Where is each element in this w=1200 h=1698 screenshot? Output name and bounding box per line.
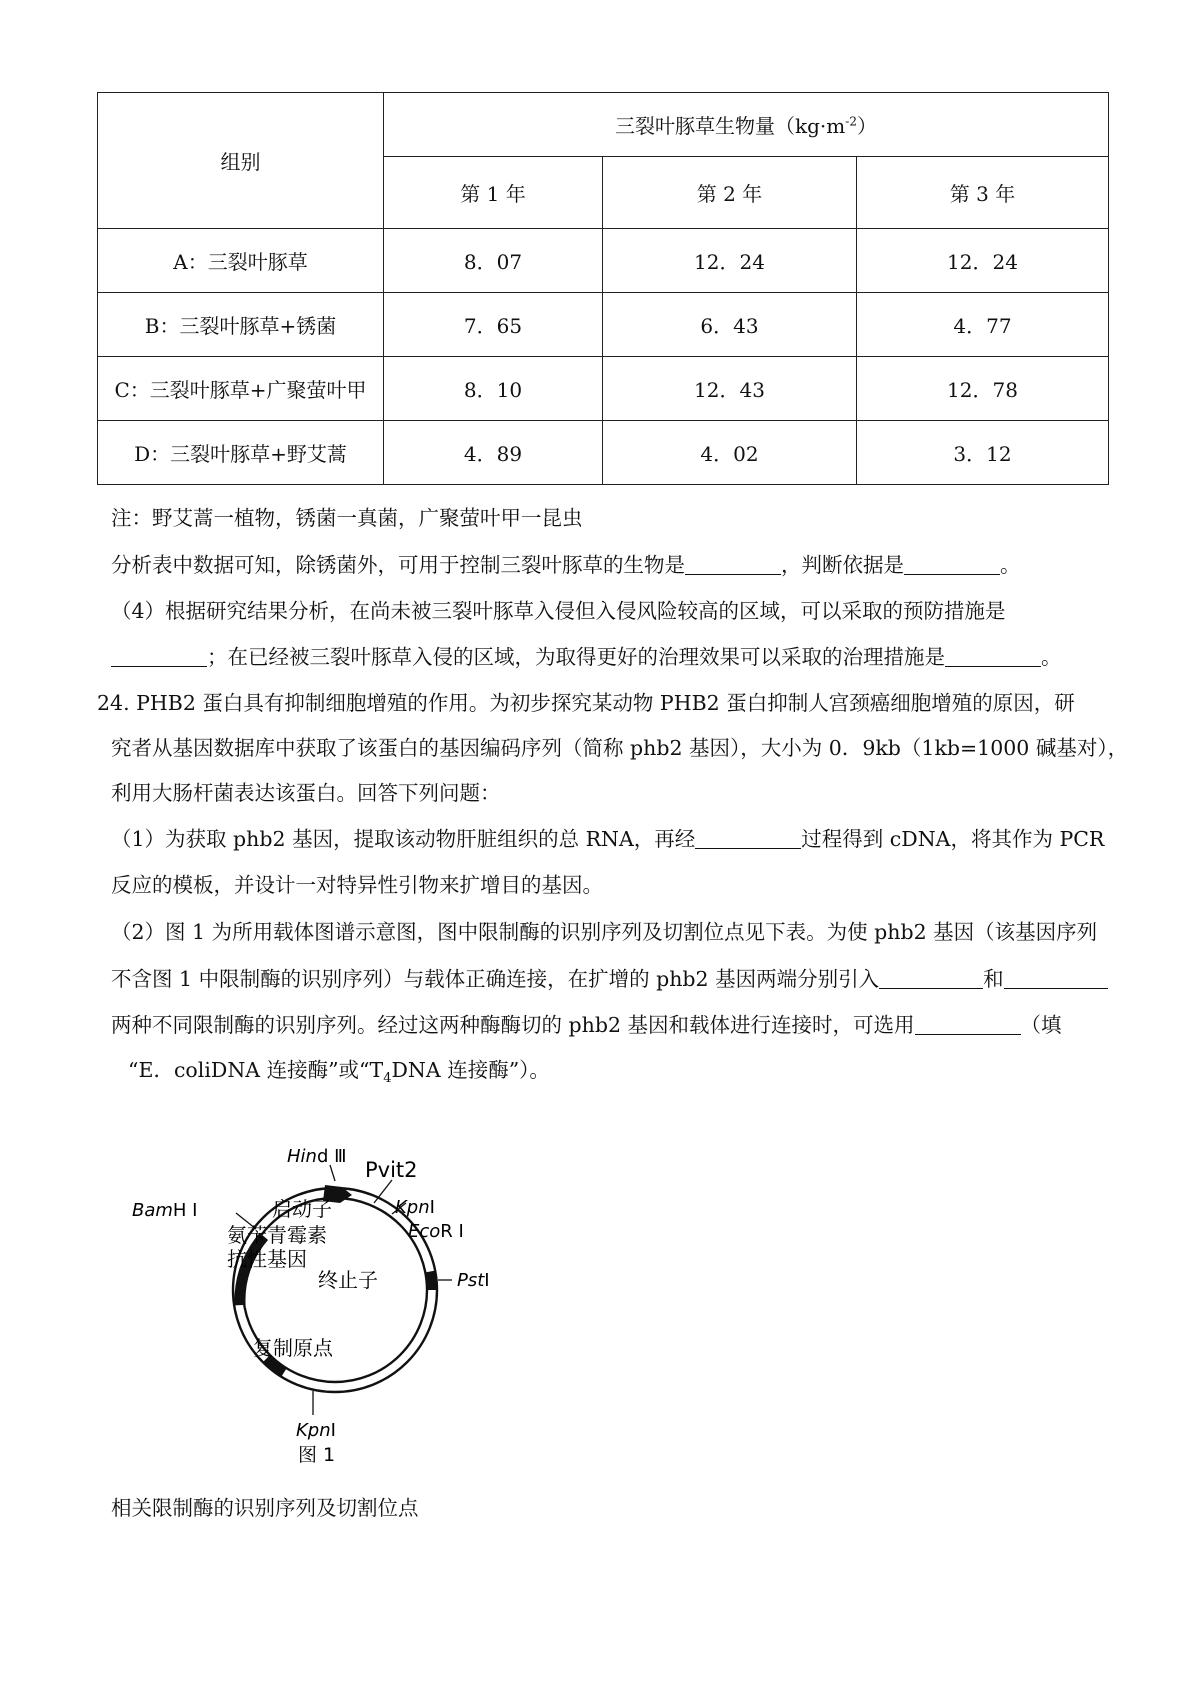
ori-segment: [266, 1359, 284, 1373]
year-3-header: 第 3 年: [857, 157, 1109, 229]
answer-blank[interactable]: [915, 1014, 1021, 1036]
value-cell: 3．12: [857, 421, 1109, 485]
value-cell: 12．24: [603, 229, 857, 293]
question-4-text-line2: ；在已经被三裂叶豚草入侵的区域，为取得更好的治理效果可以采取的治理措施是 。: [111, 640, 1101, 670]
group-header: 组别: [98, 93, 384, 229]
year-1-header: 第 1 年: [384, 157, 603, 229]
psti-label: PstⅠ: [457, 1270, 490, 1291]
value-cell: 8．10: [384, 357, 603, 421]
terminator-label: 终止子: [318, 1268, 378, 1292]
value-cell: 4．02: [603, 421, 857, 485]
value-cell: 4．77: [857, 293, 1109, 357]
question-24-stem-line2: 究者从基因数据库中获取了该蛋白的基因编码序列（简称 phb2 基因），大小为 0．9kb（1kb=1000 碱基对），: [111, 736, 1129, 760]
hindiii-site-tick: [330, 1165, 335, 1181]
pvit2-label: Pvit2: [365, 1158, 418, 1182]
question-24-1-line2: 反应的模板，并设计一对特异性引物来扩增目的基因。: [111, 873, 603, 897]
value-cell: 7．65: [384, 293, 603, 357]
promoter-label: 启动子: [272, 1197, 332, 1221]
biomass-header: 三裂叶豚草生物量$(kg\cdot m^{-2})$: [384, 93, 1109, 157]
question-24-stem: 24. PHB2 蛋白具有抑制细胞增殖的作用。为初步探究某动物 PHB2 蛋白抑制人宫颈癌细胞增殖的原因，研: [97, 691, 1075, 715]
question-3-text: 分析表中数据可知，除锈菌外，可用于控制三裂叶豚草的生物是 ，判断依据是 。: [111, 553, 1021, 577]
answer-blank[interactable]: [695, 828, 801, 850]
question-24-stem-line3: 利用大肠杆菌表达该蛋白。回答下列问题：: [111, 781, 501, 805]
value-cell: 12．43: [603, 357, 857, 421]
year-2-header: 第 2 年: [603, 157, 857, 229]
answer-blank[interactable]: [945, 646, 1041, 668]
ori-label: 复制原点: [253, 1336, 333, 1360]
amp-gene-label-line1: 氨苄青霉素: [227, 1223, 327, 1247]
question-24-2-line2: 不含图 1 中限制酶的识别序列）与载体正确连接，在扩增的 phb2 基因两端分别引入 和: [111, 962, 1101, 992]
group-cell: A：三裂叶豚草: [98, 229, 384, 293]
value-cell: 4．89: [384, 421, 603, 485]
table-note: 注：野艾蒿一植物，锈菌一真菌，广聚萤叶甲一昆虫: [111, 506, 583, 530]
ecori-label: EcoR Ⅰ: [408, 1221, 464, 1242]
answer-blank[interactable]: [1004, 968, 1108, 990]
bamhi-label: BamH Ⅰ: [132, 1200, 198, 1221]
question-24-2-line3: 两种不同限制酶的识别序列。经过这两种酶酶切的 phb2 基因和载体进行连接时，可选用 （填: [111, 1013, 1062, 1037]
group-cell: D：三裂叶豚草+野艾蒿: [98, 421, 384, 485]
biomass-table: [97, 92, 1109, 485]
amp-gene-label-line2: 抗性基因: [227, 1247, 307, 1271]
table-row: [98, 229, 1109, 293]
enzyme-table-title: 相关限制酶的识别序列及切割位点: [111, 1496, 419, 1520]
hindiii-label: Hind Ⅲ: [287, 1146, 347, 1167]
terminator-segment: [430, 1272, 432, 1291]
value-cell: 12．78: [857, 357, 1109, 421]
value-cell: 8．07: [384, 229, 603, 293]
table-row: [98, 421, 1109, 485]
value-cell: 6．43: [603, 293, 857, 357]
vector-map-figure: [130, 1125, 530, 1470]
kpni-bottom-label: KpnⅠ: [296, 1420, 336, 1441]
figure-caption: 图 1: [298, 1444, 336, 1466]
answer-blank[interactable]: [904, 554, 1000, 576]
question-4-text: （4）根据研究结果分析，在尚未被三裂叶豚草入侵但入侵风险较高的区域，可以采取的预防措施是: [111, 599, 1006, 623]
group-cell: B：三裂叶豚草+锈菌: [98, 293, 384, 357]
table-row: [98, 293, 1109, 357]
answer-blank[interactable]: [879, 968, 983, 990]
answer-blank[interactable]: [111, 646, 207, 668]
answer-blank[interactable]: [685, 554, 781, 576]
group-cell: C：三裂叶豚草+广聚萤叶甲: [98, 357, 384, 421]
value-cell: 12．24: [857, 229, 1109, 293]
question-24-1: （1）为获取 phb2 基因，提取该动物肝脏组织的总 RNA，再经 过程得到 cDNA，将其作为 PCR: [111, 827, 1105, 851]
question-24-2-line4: “E．coliDNA 连接酶”或“$T_4DNA$ 连接酶”）。: [128, 1058, 550, 1087]
question-24-2: （2）图 1 为所用载体图谱示意图，图中限制酶的识别序列及切割位点见下表。为使 phb2 基因（该基因序列: [111, 920, 1098, 944]
kpni-top-label: KpnⅠ: [395, 1197, 435, 1218]
table-row: [98, 357, 1109, 421]
